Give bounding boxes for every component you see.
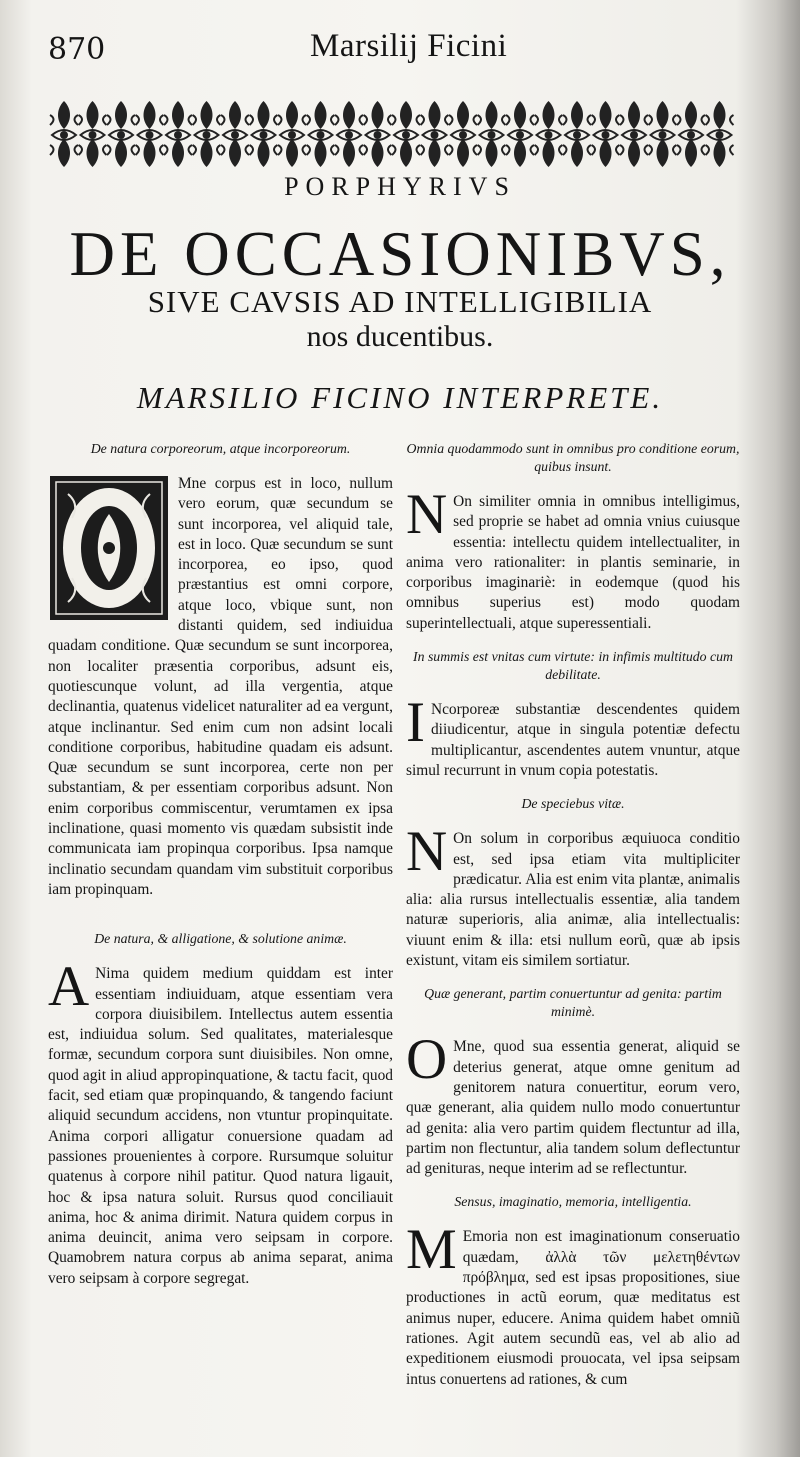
page-number: 870 xyxy=(48,32,106,67)
ornament-motif xyxy=(506,101,534,167)
ornament-motif xyxy=(193,101,221,167)
drop-cap: O xyxy=(406,1028,448,1092)
author: PORPHYRIVS xyxy=(284,172,516,201)
section-text xyxy=(48,474,393,900)
paragraph-body: Emoria non est imaginationum conseruatio quædam, ἀλλὰ τῶν μελετηθέντων πρόβλημα, sed est ipsas propositiones, siue productiones in actũ eorum, quæ meditatus est animus nuper, educere. Anima quidem habet omniũ rationes. Agit autem secundũ eas, vel ab alio ad expeditionem eiusmodi prouocata, vel ipsa seipsam intus conuertens ad rationes, & cum xyxy=(406,1228,740,1388)
ornament-motif xyxy=(478,101,506,167)
section-text xyxy=(406,1028,740,1179)
ornament-motif xyxy=(421,101,449,167)
ornament-motif xyxy=(449,101,477,167)
section-heading: In summis est vnitas cum virtute: in infimis multitudo cum debilitate. xyxy=(413,649,733,683)
ornament-motif xyxy=(706,101,734,167)
running-title: Marsilij Ficini xyxy=(310,28,508,64)
section-text xyxy=(406,483,740,634)
paragraph-body: On similiter omnia in omnibus intelligimus, sed proprie se habet ad omnia vnius cuiusque essentia: intellectu quidem intellectualiter, in anima vero rationaliter: in plantis seminarie, in corporibus imaginariè: in eodemque (quod his omnibus superius est) modo quodam superintellectuali, atque superessentiali. xyxy=(406,493,740,632)
drop-cap: I xyxy=(406,691,425,755)
ornament-motif xyxy=(79,101,107,167)
section-heading: Sensus, imaginatio, memoria, intelligentia. xyxy=(454,1194,692,1210)
section-heading: De natura, & alligatione, & solutione animæ. xyxy=(94,931,347,947)
ornament-motif xyxy=(392,101,420,167)
drop-cap: N xyxy=(406,483,448,546)
ornament-motif xyxy=(535,101,563,167)
left-column xyxy=(48,440,393,1303)
work-title-line-3: nos ducentibus. xyxy=(306,320,494,353)
ornament-motif xyxy=(250,101,278,167)
ornament-motif xyxy=(307,101,335,167)
right-column xyxy=(406,440,740,1404)
ornament-motif xyxy=(335,101,363,167)
section-heading: De natura corporeorum, atque incorporeorum. xyxy=(90,441,351,456)
ornament-motif xyxy=(136,101,164,167)
work-title-line-2: SIVE CAVSIS AD INTELLIGIBILIA xyxy=(147,284,653,319)
ornament-motif xyxy=(50,101,78,167)
ornament-motif xyxy=(364,101,392,167)
ornament-motif xyxy=(677,101,705,167)
paragraph-body: Nima quidem medium quiddam est inter essentiam indiuiduam, atque essentiam vera corpora diuisibilem. Intellectus autem essentia est, indiuidua solum. Sed qualitates, materialesque formæ, secundum corpora sunt diuisibiles. Non omne, quod agit in aliud appropinquatione, & tactu facit, quod facit, sed etiam quæ propinquando, & tangendo faciunt aliquid secundum accidens, non vtuntur propinquitate. Anima corpori alligatur conuersione quadam ad passiones prouenientes à corpore. Rursumque soluitur quatenus à corpore nihil patitur. Quod natura ligauit, hoc & ipsa natura soluit. Rursus quod conciliauit anima, hoc & anima dirimit. Natura quidem corpus in anima deuincit, anima vero seipsam in corpore. Quamobrem natura corpus ab anima separat, anima vero seipsam à corpore segregat. xyxy=(48,965,393,1287)
ornament-motif xyxy=(278,101,306,167)
ornament-motif xyxy=(620,101,648,167)
paragraph-body: On solum in corporibus æquiuoca conditio est, sed ipsa etiam vita multipliciter prædicatur. Alia est enim vita plantæ, animalis alia: alia rursus intellectualis essentiæ, alia tandem naturæ superioris, alia animæ, alia intellectualis: viuunt enim & illa: etsi nullum eorũ, quæ ab ipsis existunt, vitam eis similem sortiatur. xyxy=(406,830,740,970)
drop-cap: M xyxy=(406,1218,457,1282)
paragraph-body: Mne, quod sua essentia generat, aliquid se deterius generat, atque omne genitum ad genitorem natura conuertitur, eorum vero, quæ generant, alia quidem nullo modo conuertuntur ad genita: alia vero partim quidem flectuntur ad illa, partim non flectuntur, alia tandem solum deflectuntur ad genituras, neque interim ad se reflectuntur. xyxy=(406,1038,740,1178)
paragraph-body: Mne corpus est in loco, nullum vero eorum, quæ secundum se sunt incorporea, vel aliquid tale, est in loco. Quæ secundum se sunt incorporea, eo ipso, quod præstantius est omni corpore, atque loco, vbique sunt, non distanti quidem, sed indiuidua quadam conditione. Quæ secundum se sunt incorporea, non localiter præsentia corporibus, adsunt eis, quotiescunque volunt, ad illa vergentia, atque declinantia, quatenus videlicet naturaliter ad ea vergunt, atque inclinantur. Sed enim cum non adsint locali conditione corporibus, habitudine quadam eis adsunt. Quæ secundum se sunt incorporea, certe non per substantiam, & per essentiam corporibus adsunt. Non enim corporibus commiscentur, verumtamen ex ipsa inclinatione, quasi momento vis quædam subsistit inde communicata iam propinqua corporibus. Ipsa namque inclinatio secundam quandam vim substituit corporibus iam propinquam. xyxy=(48,475,393,898)
section-heading: Quæ generant, partim conuertuntur ad genita: partim minimè. xyxy=(424,986,722,1020)
paragraph-body: Ncorporeæ substantiæ descendentes quidem diiudicentur, atque in singula potentiæ defectu multiplicantur, ascendentes autem vnuntur, atque simul recurrunt in vnum copia potestatis. xyxy=(406,701,740,779)
work-title-line-1: DE OCCASIONIBVS, xyxy=(69,219,731,289)
ornament-motif xyxy=(221,101,249,167)
section-heading: Omnia quodammodo sunt in omnibus pro conditione eorum, quibus insunt. xyxy=(406,441,740,474)
ornament-motif xyxy=(592,101,620,167)
decorative-ornament-band xyxy=(48,93,736,171)
section-text xyxy=(406,820,740,971)
ornament-motif xyxy=(164,101,192,167)
section-heading: De speciebus vitæ. xyxy=(521,796,625,812)
drop-cap: A xyxy=(48,955,90,1019)
drop-cap: N xyxy=(406,820,448,884)
interpreter-line: MARSILIO FICINO INTERPRETE. xyxy=(136,380,664,415)
decorated-initial-o xyxy=(48,474,170,622)
ornament-motif xyxy=(649,101,677,167)
section-text xyxy=(406,691,740,781)
section-text xyxy=(48,955,393,1289)
running-head xyxy=(0,14,800,67)
ornament-motif xyxy=(563,101,591,167)
ornament-motif xyxy=(107,101,135,167)
section-text xyxy=(406,1218,740,1389)
